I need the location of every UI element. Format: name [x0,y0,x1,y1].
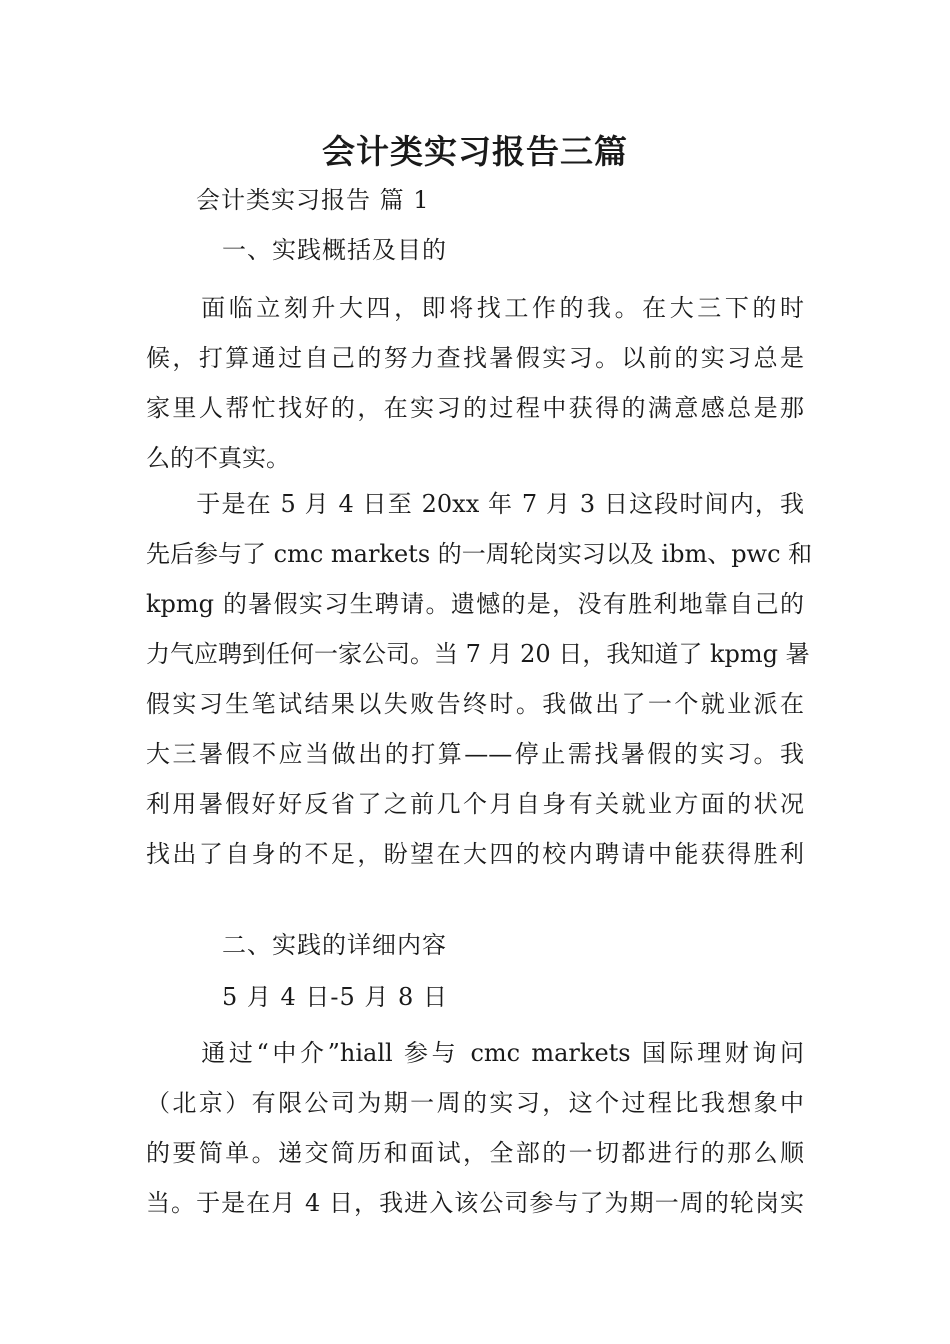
section-heading-1: 一、实践概括及目的 [222,236,447,264]
paragraph-1 [146,283,804,483]
paragraph-line: 么的不真实。 [146,444,290,472]
paragraph-line: 利用暑假好好反省了之前几个月自身有关就业方面的状况 [146,790,804,818]
paragraph-line: kpmg 的暑假实习生聘请。遗憾的是，没有胜利地靠自己的 [146,590,804,618]
paragraph-line: （北京）有限公司为期一周的实习，这个过程比我想象中 [146,1089,804,1117]
paragraph-line: 通过“中介”hiall 参与 cmc markets 国际理财询问 [146,1039,804,1067]
paragraph-line: 先后参与了 cmc markets 的一周轮岗实习以及 ibm、pwc 和 [146,540,813,568]
report-subtitle: 会计类实习报告 篇 1 [196,186,430,214]
paragraph-line: 力气应聘到任何一家公司。当 7 月 20 日，我知道了 kpmg 暑 [146,640,810,668]
paragraph-line: 候，打算通过自己的努力查找暑假实习。以前的实习总是 [146,344,804,372]
paragraph-line: 的要简单。递交简历和面试，全部的一切都进行的那么顺 [146,1139,804,1167]
paragraph-line: 当。于是在月 4 日，我进入该公司参与了为期一周的轮岗实 [146,1189,804,1217]
paragraph-line: 家里人帮忙找好的，在实习的过程中获得的满意感总是那 [146,394,804,422]
paragraph-line: 于是在 5 月 4 日至 20xx 年 7 月 3 日这段时间内，我 [146,490,804,518]
paragraph-2 [146,479,813,879]
section-heading-2: 二、实践的详细内容 [222,931,447,959]
document-title: 会计类实习报告三篇 [322,132,628,171]
paragraph-line: 假实习生笔试结果以失败告终时。我做出了一个就业派在 [146,690,804,718]
paragraph-line: 面临立刻升大四，即将找工作的我。在大三下的时 [146,294,804,322]
paragraph-line: 大三暑假不应当做出的打算——停止需找暑假的实习。我 [146,740,804,768]
paragraph-line: 找出了自身的不足，盼望在大四的校内聘请中能获得胜利 [146,840,804,868]
paragraph-3 [146,1028,804,1228]
date-range: 5 月 4 日-5 月 8 日 [222,983,448,1011]
